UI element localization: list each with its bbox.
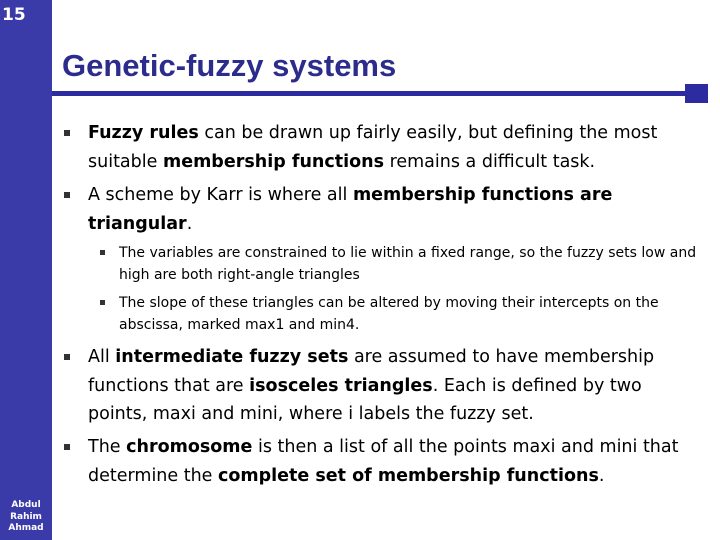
author-name xyxy=(0,500,52,535)
bullet-marker xyxy=(64,192,70,198)
author-first: Abdul xyxy=(11,500,41,510)
bullet-text xyxy=(88,437,679,486)
slide-number: 15 xyxy=(2,5,26,25)
sub-bullet-marker xyxy=(100,300,105,305)
bullet-marker xyxy=(64,354,70,360)
bullet-text xyxy=(88,347,654,424)
text-run: . Each is defined by two points, maxi and mini, where i labels the fuzzy set. xyxy=(88,375,642,424)
author-middle: Rahim xyxy=(10,511,42,522)
text-run: The xyxy=(88,437,127,457)
bold-term: membership functions are triangular xyxy=(88,185,613,234)
bullet-marker xyxy=(64,130,70,136)
bullet-marker xyxy=(64,444,70,450)
bold-term: membership functions xyxy=(162,151,384,172)
text-run: is then a list of all the points maxi and mini that determine the xyxy=(88,437,679,486)
bullet-4 xyxy=(88,433,698,490)
text-run: . xyxy=(186,213,193,234)
text-run: All xyxy=(88,347,116,367)
bullet-text xyxy=(88,185,612,234)
bold-term: isosceles triangles xyxy=(249,375,433,396)
bold-term: intermediate fuzzy sets xyxy=(115,347,349,367)
text-run: remains a difficult task. xyxy=(384,151,596,172)
bold-term: complete set of membership functions xyxy=(218,465,599,486)
title-underline xyxy=(52,91,708,96)
sub-bullet-1 xyxy=(119,242,709,286)
sub-bullet-text: The slope of these triangles can be altered by moving their intercepts on the abscissa, marked max1 and min4. xyxy=(119,295,659,333)
sub-bullet-text: The variables are constrained to lie within a fixed range, so the fuzzy sets low and high are both right-angle triangles xyxy=(119,245,697,283)
bold-term: chromosome xyxy=(126,437,253,457)
sub-bullet-2 xyxy=(119,292,689,336)
text-run: . xyxy=(598,465,605,486)
title-underline-block xyxy=(685,84,708,103)
text-run: are assumed to have membership functions that are xyxy=(88,347,655,396)
sub-bullet-marker xyxy=(100,250,105,255)
bullet-text xyxy=(88,123,657,172)
text-run: can be drawn up fairly easily, but defining the most suitable xyxy=(88,123,658,172)
bullet-2 xyxy=(88,181,688,238)
slide-title: Genetic-fuzzy systems xyxy=(62,48,397,83)
bold-term: Fuzzy rules xyxy=(88,123,199,143)
text-run: A scheme by Karr is where all xyxy=(88,185,353,205)
bullet-3 xyxy=(88,343,678,429)
sidebar xyxy=(0,0,52,540)
author-last: Ahmad xyxy=(8,523,44,533)
bullet-1 xyxy=(88,119,688,176)
